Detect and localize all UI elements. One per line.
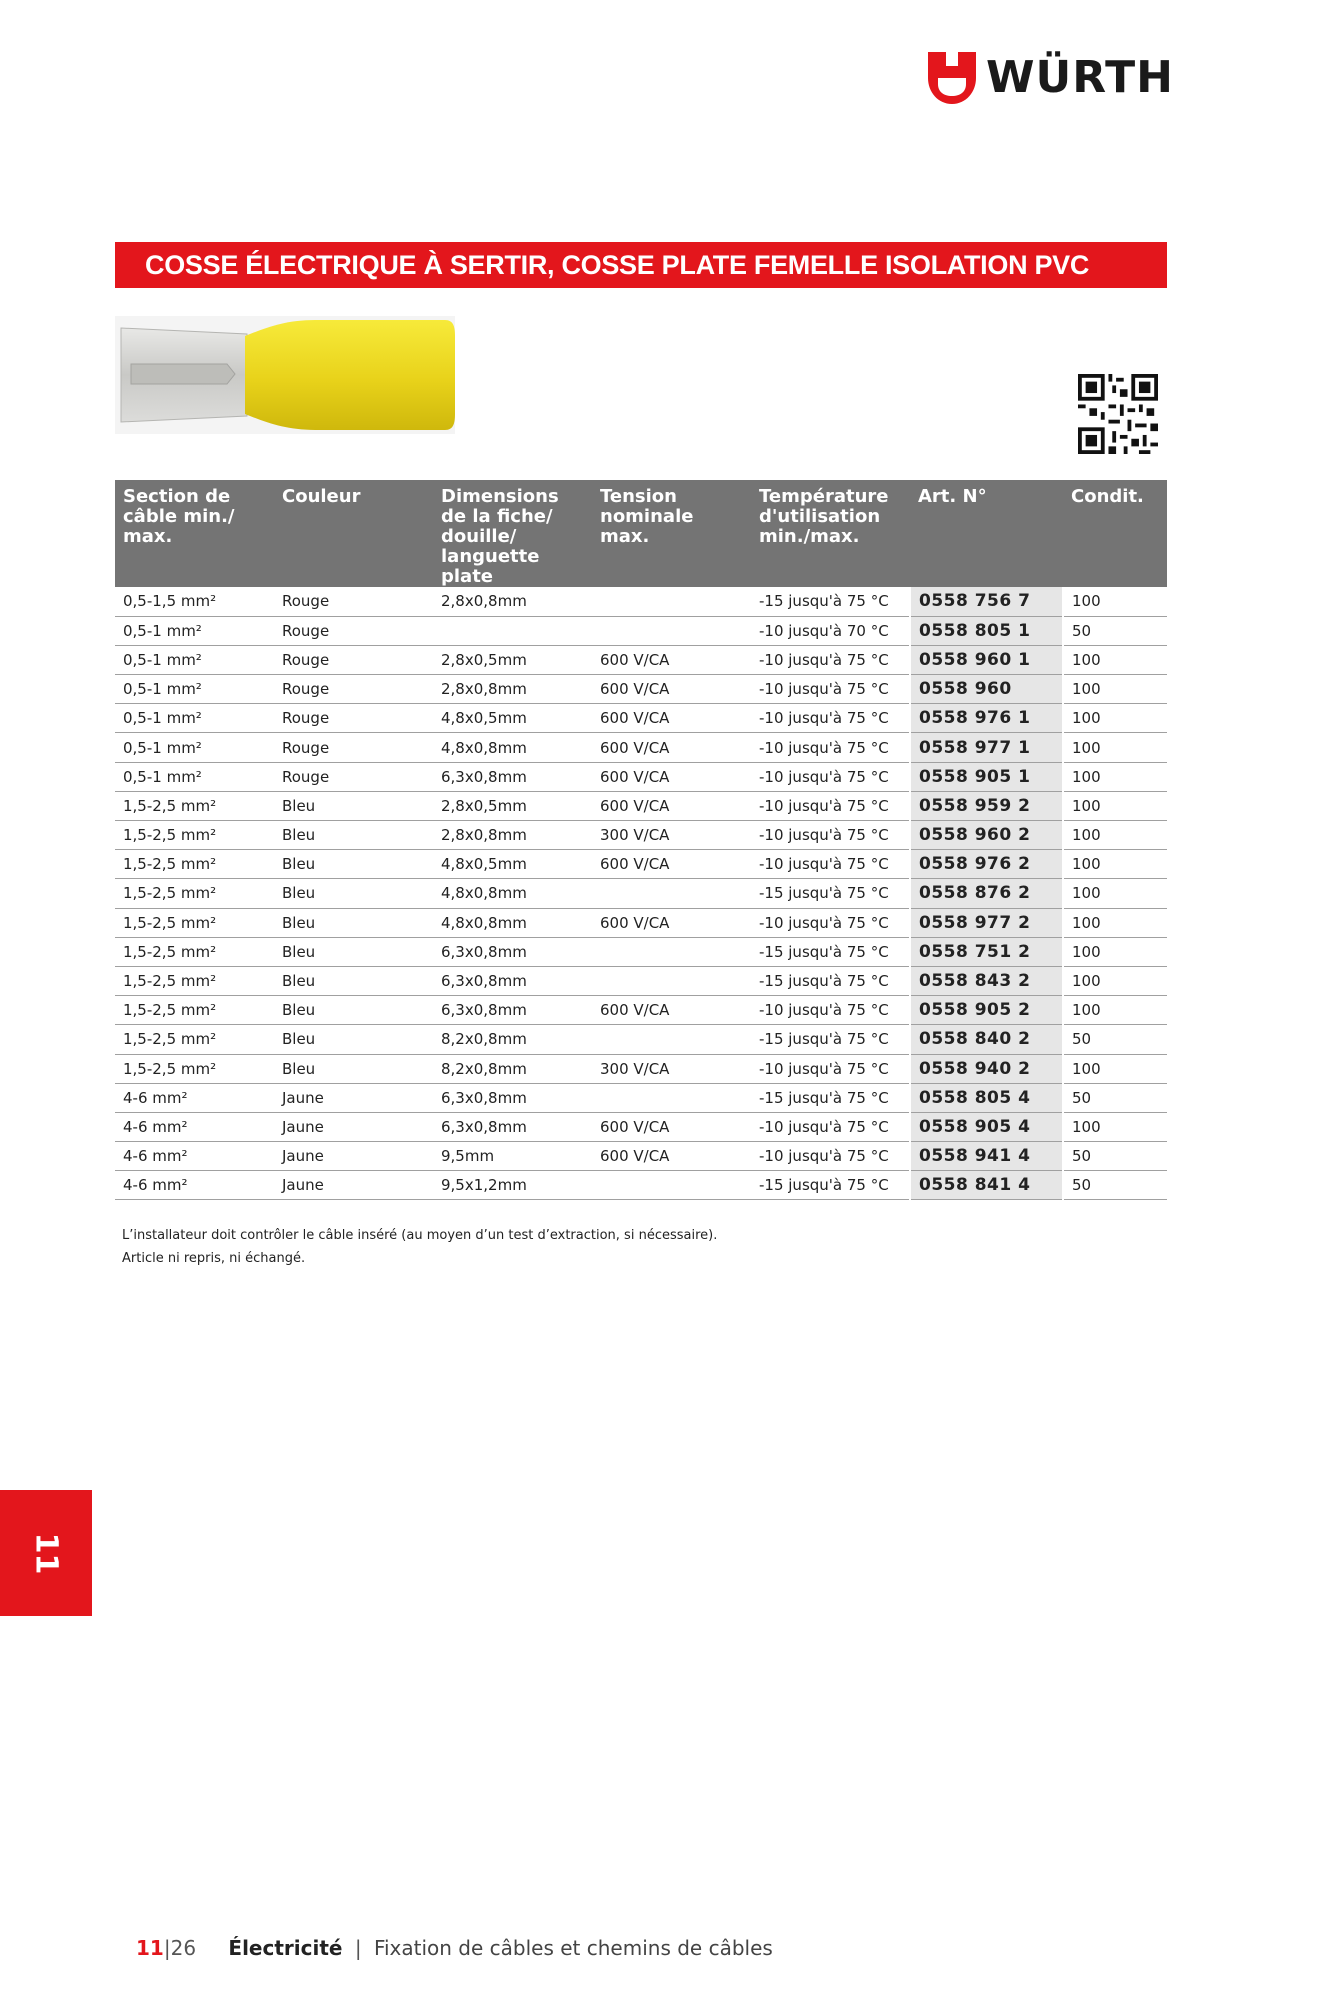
cell-art-no: 0558 960 1 — [910, 645, 1063, 674]
cell-couleur: Jaune — [274, 1112, 433, 1141]
cell-condit: 100 — [1063, 675, 1167, 704]
cell-section: 0,5-1 mm² — [115, 733, 274, 762]
cell-section: 0,5-1 mm² — [115, 616, 274, 645]
cell-section: 0,5-1 mm² — [115, 762, 274, 791]
cell-art-no: 0558 751 2 — [910, 937, 1063, 966]
cell-tension: 600 V/CA — [592, 762, 751, 791]
cell-art-no: 0558 805 4 — [910, 1083, 1063, 1112]
cell-temperature: -15 jusqu'à 75 °C — [751, 879, 910, 908]
cell-dimensions: 4,8x0,8mm — [433, 733, 592, 762]
cell-dimensions: 4,8x0,8mm — [433, 908, 592, 937]
cell-tension: 600 V/CA — [592, 675, 751, 704]
cell-couleur: Jaune — [274, 1142, 433, 1171]
cell-condit: 100 — [1063, 908, 1167, 937]
cell-condit: 100 — [1063, 645, 1167, 674]
cell-condit: 100 — [1063, 850, 1167, 879]
table-row — [115, 966, 1167, 995]
cell-couleur: Bleu — [274, 821, 433, 850]
cell-condit: 100 — [1063, 966, 1167, 995]
cell-tension: 600 V/CA — [592, 996, 751, 1025]
notes — [122, 1224, 717, 1270]
cell-temperature: -10 jusqu'à 75 °C — [751, 645, 910, 674]
cell-condit: 100 — [1063, 937, 1167, 966]
cell-dimensions: 2,8x0,8mm — [433, 587, 592, 616]
table-row — [115, 645, 1167, 674]
cell-condit: 100 — [1063, 704, 1167, 733]
table-row — [115, 1142, 1167, 1171]
cell-condit: 50 — [1063, 1142, 1167, 1171]
cell-section: 0,5-1,5 mm² — [115, 587, 274, 616]
cell-couleur: Rouge — [274, 616, 433, 645]
cell-section: 1,5-2,5 mm² — [115, 1054, 274, 1083]
table-row — [115, 1025, 1167, 1054]
cell-section: 4-6 mm² — [115, 1171, 274, 1200]
cell-art-no: 0558 960 2 — [910, 821, 1063, 850]
cell-condit: 50 — [1063, 1025, 1167, 1054]
cell-couleur: Bleu — [274, 1025, 433, 1054]
table-row — [115, 879, 1167, 908]
cell-dimensions: 4,8x0,8mm — [433, 879, 592, 908]
table-row — [115, 733, 1167, 762]
cell-condit: 50 — [1063, 616, 1167, 645]
cell-temperature: -15 jusqu'à 75 °C — [751, 1025, 910, 1054]
cell-tension — [592, 587, 751, 616]
cell-temperature: -15 jusqu'à 75 °C — [751, 587, 910, 616]
cell-couleur: Bleu — [274, 1054, 433, 1083]
table-row — [115, 675, 1167, 704]
table-header-row — [115, 480, 1167, 587]
cell-section: 0,5-1 mm² — [115, 675, 274, 704]
footer-subsection: Fixation de câbles et chemins de câbles — [373, 1936, 773, 1960]
cell-section: 1,5-2,5 mm² — [115, 937, 274, 966]
cell-condit: 50 — [1063, 1171, 1167, 1200]
cell-couleur: Jaune — [274, 1171, 433, 1200]
cell-temperature: -10 jusqu'à 75 °C — [751, 996, 910, 1025]
cell-condit: 100 — [1063, 879, 1167, 908]
cell-dimensions: 6,3x0,8mm — [433, 966, 592, 995]
cell-tension: 600 V/CA — [592, 1142, 751, 1171]
table-row — [115, 1083, 1167, 1112]
cell-section: 1,5-2,5 mm² — [115, 821, 274, 850]
cell-section: 1,5-2,5 mm² — [115, 879, 274, 908]
cell-tension: 600 V/CA — [592, 1112, 751, 1141]
cell-art-no: 0558 976 1 — [910, 704, 1063, 733]
cell-dimensions: 6,3x0,8mm — [433, 1112, 592, 1141]
page-title: COSSE ÉLECTRIQUE À SERTIR, COSSE PLATE FEMELLE ISOLATION PVC — [145, 250, 1090, 280]
note-line: Article ni repris, ni échangé. — [122, 1251, 306, 1266]
cell-condit: 50 — [1063, 1083, 1167, 1112]
cell-temperature: -10 jusqu'à 75 °C — [751, 704, 910, 733]
qr-code-icon[interactable] — [1078, 374, 1158, 454]
footer-page: 26 — [170, 1936, 197, 1960]
table-row — [115, 850, 1167, 879]
cell-art-no: 0558 843 2 — [910, 966, 1063, 995]
header-dimensions: Dimensions de la fiche/ douille/ languette plate — [433, 480, 592, 587]
cell-tension: 300 V/CA — [592, 1054, 751, 1083]
table-row — [115, 821, 1167, 850]
table-row — [115, 937, 1167, 966]
cell-tension: 300 V/CA — [592, 821, 751, 850]
cell-art-no: 0558 976 2 — [910, 850, 1063, 879]
cell-dimensions: 9,5x1,2mm — [433, 1171, 592, 1200]
cell-temperature: -10 jusqu'à 75 °C — [751, 791, 910, 820]
wurth-logo — [928, 52, 1174, 104]
title-bar — [115, 242, 1167, 288]
cell-dimensions: 8,2x0,8mm — [433, 1054, 592, 1083]
cell-art-no: 0558 940 2 — [910, 1054, 1063, 1083]
cell-couleur: Rouge — [274, 762, 433, 791]
header-couleur: Couleur — [274, 480, 433, 587]
header-temperature: Température d'utilisation min./max. — [751, 480, 910, 587]
cell-dimensions: 2,8x0,5mm — [433, 645, 592, 674]
cell-couleur: Rouge — [274, 704, 433, 733]
cell-dimensions: 2,8x0,8mm — [433, 675, 592, 704]
cell-couleur: Bleu — [274, 791, 433, 820]
cell-tension — [592, 1171, 751, 1200]
cell-condit: 100 — [1063, 821, 1167, 850]
cell-art-no: 0558 960 — [910, 675, 1063, 704]
cell-section: 1,5-2,5 mm² — [115, 791, 274, 820]
table-row — [115, 996, 1167, 1025]
cell-temperature: -10 jusqu'à 75 °C — [751, 821, 910, 850]
table-row — [115, 1112, 1167, 1141]
cell-temperature: -10 jusqu'à 75 °C — [751, 1112, 910, 1141]
cell-temperature: -10 jusqu'à 75 °C — [751, 1142, 910, 1171]
cell-tension: 600 V/CA — [592, 908, 751, 937]
cell-condit: 100 — [1063, 1112, 1167, 1141]
cell-section: 4-6 mm² — [115, 1142, 274, 1171]
cell-condit: 100 — [1063, 587, 1167, 616]
cell-section: 1,5-2,5 mm² — [115, 850, 274, 879]
product-image — [115, 316, 455, 434]
cell-section: 4-6 mm² — [115, 1112, 274, 1141]
cell-section: 1,5-2,5 mm² — [115, 996, 274, 1025]
cell-art-no: 0558 805 1 — [910, 616, 1063, 645]
header-section: Section de câble min./ max. — [115, 480, 274, 587]
cell-temperature: -10 jusqu'à 75 °C — [751, 762, 910, 791]
header-tension: Tension nominale max. — [592, 480, 751, 587]
wurth-logo-mark-icon — [928, 52, 976, 104]
cell-temperature: -15 jusqu'à 75 °C — [751, 937, 910, 966]
table-row — [115, 791, 1167, 820]
table-row — [115, 704, 1167, 733]
cell-couleur: Bleu — [274, 996, 433, 1025]
cell-dimensions: 8,2x0,8mm — [433, 1025, 592, 1054]
cell-couleur: Jaune — [274, 1083, 433, 1112]
header-art-no: Art. N° — [910, 480, 1063, 587]
cell-couleur: Rouge — [274, 675, 433, 704]
cell-dimensions: 2,8x0,5mm — [433, 791, 592, 820]
cell-tension — [592, 937, 751, 966]
table-body — [115, 587, 1167, 1200]
cell-art-no: 0558 959 2 — [910, 791, 1063, 820]
footer-separator: | — [354, 1936, 362, 1960]
cell-section: 0,5-1 mm² — [115, 645, 274, 674]
chapter-tab[interactable] — [0, 1490, 92, 1616]
cell-condit: 100 — [1063, 1054, 1167, 1083]
cell-tension — [592, 616, 751, 645]
cell-section: 1,5-2,5 mm² — [115, 908, 274, 937]
cell-temperature: -15 jusqu'à 75 °C — [751, 1171, 910, 1200]
cell-temperature: -10 jusqu'à 75 °C — [751, 908, 910, 937]
footer-chapter: 11 — [136, 1936, 164, 1960]
cell-art-no: 0558 841 4 — [910, 1171, 1063, 1200]
footer-section: Électricité — [228, 1936, 343, 1960]
spec-table — [115, 480, 1167, 1200]
cell-couleur: Rouge — [274, 587, 433, 616]
cell-art-no: 0558 941 4 — [910, 1142, 1063, 1171]
cell-tension: 600 V/CA — [592, 850, 751, 879]
table-row — [115, 762, 1167, 791]
cell-dimensions: 6,3x0,8mm — [433, 996, 592, 1025]
table-row — [115, 1054, 1167, 1083]
cell-dimensions: 6,3x0,8mm — [433, 937, 592, 966]
cell-tension — [592, 1025, 751, 1054]
cell-art-no: 0558 905 1 — [910, 762, 1063, 791]
footer-divider: | — [163, 1936, 171, 1960]
cell-dimensions: 4,8x0,5mm — [433, 704, 592, 733]
brand-name: WÜRTH — [986, 52, 1175, 103]
cell-temperature: -10 jusqu'à 70 °C — [751, 616, 910, 645]
cell-couleur: Rouge — [274, 733, 433, 762]
header-condit: Condit. — [1063, 480, 1167, 587]
cell-tension: 600 V/CA — [592, 704, 751, 733]
cell-dimensions — [433, 616, 592, 645]
cell-art-no: 0558 977 1 — [910, 733, 1063, 762]
cell-temperature: -10 jusqu'à 75 °C — [751, 675, 910, 704]
chapter-tab-label: 11 — [28, 1532, 64, 1574]
cell-art-no: 0558 905 2 — [910, 996, 1063, 1025]
table-row — [115, 616, 1167, 645]
cell-temperature: -15 jusqu'à 75 °C — [751, 966, 910, 995]
cell-temperature: -10 jusqu'à 75 °C — [751, 733, 910, 762]
cell-dimensions: 9,5mm — [433, 1142, 592, 1171]
cell-dimensions: 6,3x0,8mm — [433, 1083, 592, 1112]
cell-art-no: 0558 756 7 — [910, 587, 1063, 616]
cell-art-no: 0558 840 2 — [910, 1025, 1063, 1054]
cell-couleur: Bleu — [274, 879, 433, 908]
table-row — [115, 587, 1167, 616]
cell-condit: 100 — [1063, 791, 1167, 820]
cell-section: 1,5-2,5 mm² — [115, 1025, 274, 1054]
cell-art-no: 0558 876 2 — [910, 879, 1063, 908]
note-line: L’installateur doit contrôler le câble inséré (au moyen d’un test d’extraction, si nécessaire). — [122, 1228, 718, 1243]
cell-condit: 100 — [1063, 733, 1167, 762]
cell-tension — [592, 966, 751, 995]
cell-art-no: 0558 977 2 — [910, 908, 1063, 937]
cell-section: 4-6 mm² — [115, 1083, 274, 1112]
cell-dimensions: 2,8x0,8mm — [433, 821, 592, 850]
cell-temperature: -10 jusqu'à 75 °C — [751, 1054, 910, 1083]
cell-temperature: -10 jusqu'à 75 °C — [751, 850, 910, 879]
cell-couleur: Bleu — [274, 966, 433, 995]
cell-art-no: 0558 905 4 — [910, 1112, 1063, 1141]
cell-condit: 100 — [1063, 762, 1167, 791]
cell-couleur: Bleu — [274, 937, 433, 966]
footer — [136, 1936, 773, 1960]
cell-couleur: Bleu — [274, 908, 433, 937]
cell-section: 1,5-2,5 mm² — [115, 966, 274, 995]
table-row — [115, 908, 1167, 937]
cell-dimensions: 4,8x0,5mm — [433, 850, 592, 879]
cell-dimensions: 6,3x0,8mm — [433, 762, 592, 791]
cell-condit: 100 — [1063, 996, 1167, 1025]
cell-couleur: Rouge — [274, 645, 433, 674]
cell-tension: 600 V/CA — [592, 733, 751, 762]
cell-section: 0,5-1 mm² — [115, 704, 274, 733]
table-row — [115, 1171, 1167, 1200]
cell-tension: 600 V/CA — [592, 791, 751, 820]
cell-tension: 600 V/CA — [592, 645, 751, 674]
cell-tension — [592, 879, 751, 908]
cell-temperature: -15 jusqu'à 75 °C — [751, 1083, 910, 1112]
cell-couleur: Bleu — [274, 850, 433, 879]
cell-tension — [592, 1083, 751, 1112]
